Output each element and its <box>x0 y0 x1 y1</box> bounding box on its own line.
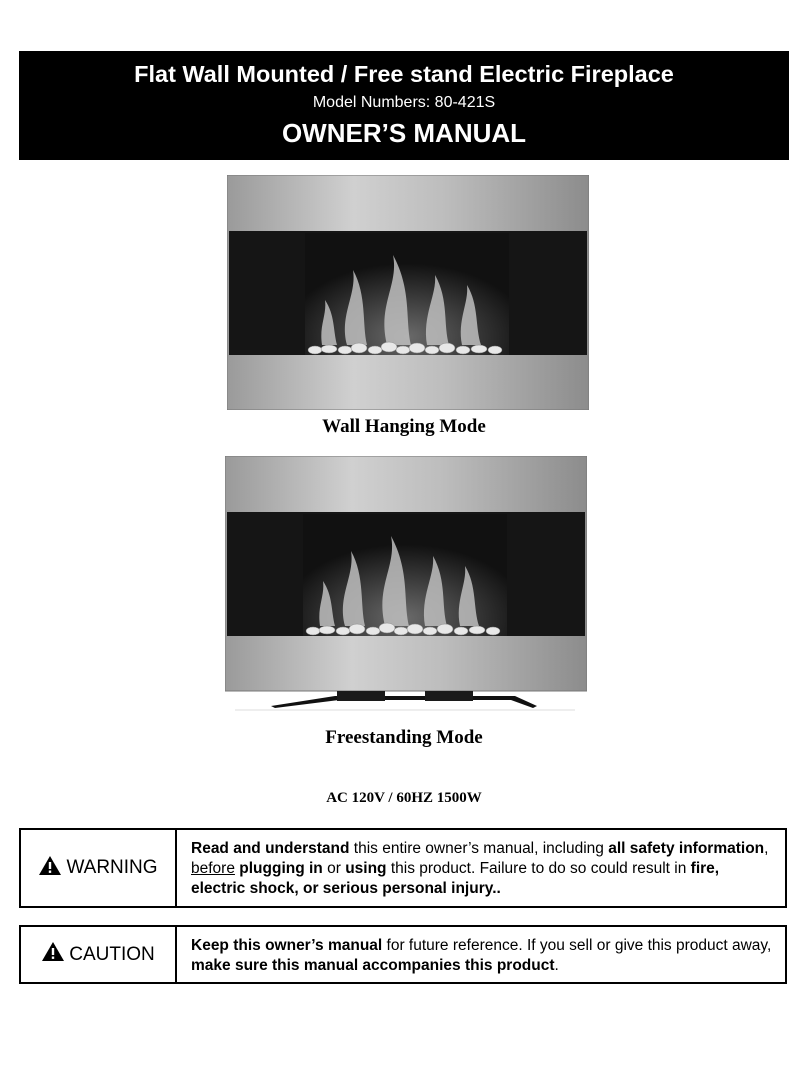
electrical-spec: AC 120V / 60HZ 1500W <box>326 790 482 806</box>
freestanding-fireplace-image <box>225 456 587 714</box>
manual-heading: OWNER’S MANUAL <box>281 118 527 148</box>
wall-hanging-caption: Wall Hanging Mode <box>322 416 486 437</box>
caution-triangle-icon <box>41 941 65 968</box>
warning-text: Read and understand this entire owner’s manual, including all safety information, before plugging in or using this product. Failure to do so could result in fire, electric shock, or serious personal injury.. <box>191 840 769 897</box>
caution-box <box>19 925 787 984</box>
title-banner <box>19 51 789 160</box>
caution-text: Keep this owner’s manual for future reference. If you sell or give this product away, make sure this manual accompanies this product. <box>191 937 772 974</box>
warning-triangle-icon <box>38 855 62 882</box>
freestanding-caption: Freestanding Mode <box>325 727 483 748</box>
caution-label-text: CAUTION <box>69 943 155 965</box>
warning-box <box>19 828 787 908</box>
warning-label-text: WARNING <box>66 857 158 878</box>
model-number: Model Numbers: 80-421S <box>312 94 496 111</box>
warning-label <box>21 830 177 906</box>
document-title: Flat Wall Mounted / Free stand Electric Fireplace <box>134 61 674 87</box>
wall-hanging-fireplace-image <box>227 175 589 410</box>
caution-label <box>21 927 177 982</box>
